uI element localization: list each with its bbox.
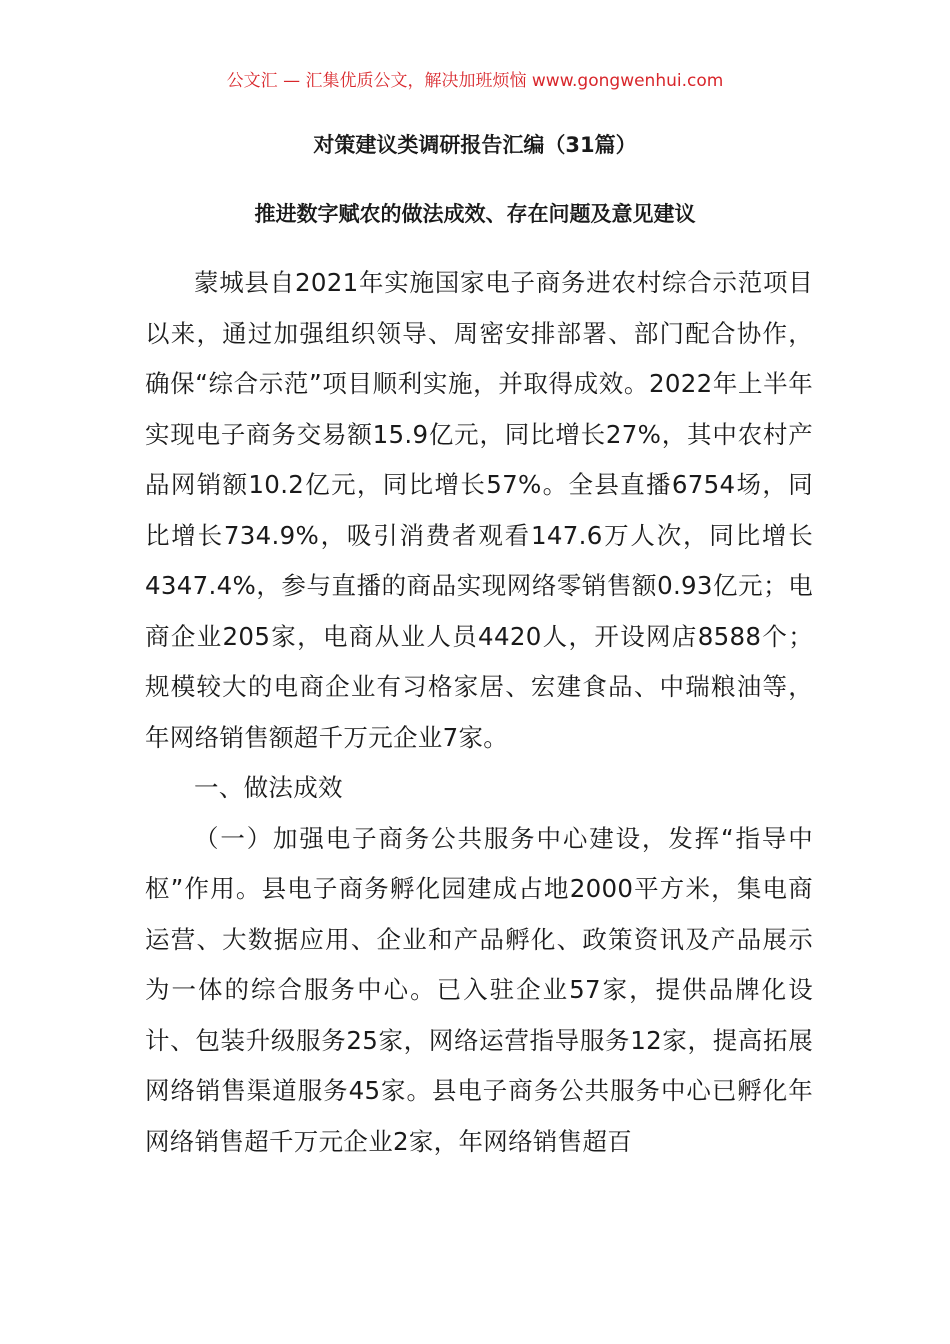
website-banner: 公文汇 — 汇集优质公文，解决加班烦恼 www.gongwenhui.com — [226, 71, 724, 91]
subsection-paragraph: （一）加强电子商务公共服务中心建设，发挥“指导中枢”作用。县电子商务孵化园建成占地2000平方米，集电商运营、大数据应用、企业和产品孵化、政策资讯及产品展示为一体的综合服务中心。已入驻企业57家，提供品牌化设计、包装升级服务25家，网络运营指导服务12家，提高拓展网络销售渠道服务45家。县电子商务公共服务中心已孵化年网络销售超千万元企业2家，年网络销售超百 — [145, 823, 813, 1156]
document-body — [145, 258, 813, 1167]
section-heading: 一、做法成效 — [194, 773, 343, 802]
collection-title: 对策建议类调研报告汇编（31篇） — [313, 133, 637, 157]
intro-paragraph: 蒙城县自2021年实施国家电子商务进农村综合示范项目以来，通过加强组织领导、周密安排部署、部门配合协作，确保“综合示范”项目顺利实施，并取得成效。2022年上半年实现电子商务交易额15.9亿元，同比增长27%，其中农村产品网销额10.2亿元，同比增长57%。全县直播6754场，同比增长734.9%，吸引消费者观看147.6万人次，同比增长4347.4%，参与直播的商品实现网络零销售额0.93亿元；电商企业205家，电商从业人员4420人，开设网店8588个；规模较大的电商企业有习格家居、宏建食品、中瑞粮油等，年网络销售额超千万元企业7家。 — [145, 268, 813, 752]
document-title: 推进数字赋农的做法成效、存在问题及意见建议 — [254, 202, 696, 226]
